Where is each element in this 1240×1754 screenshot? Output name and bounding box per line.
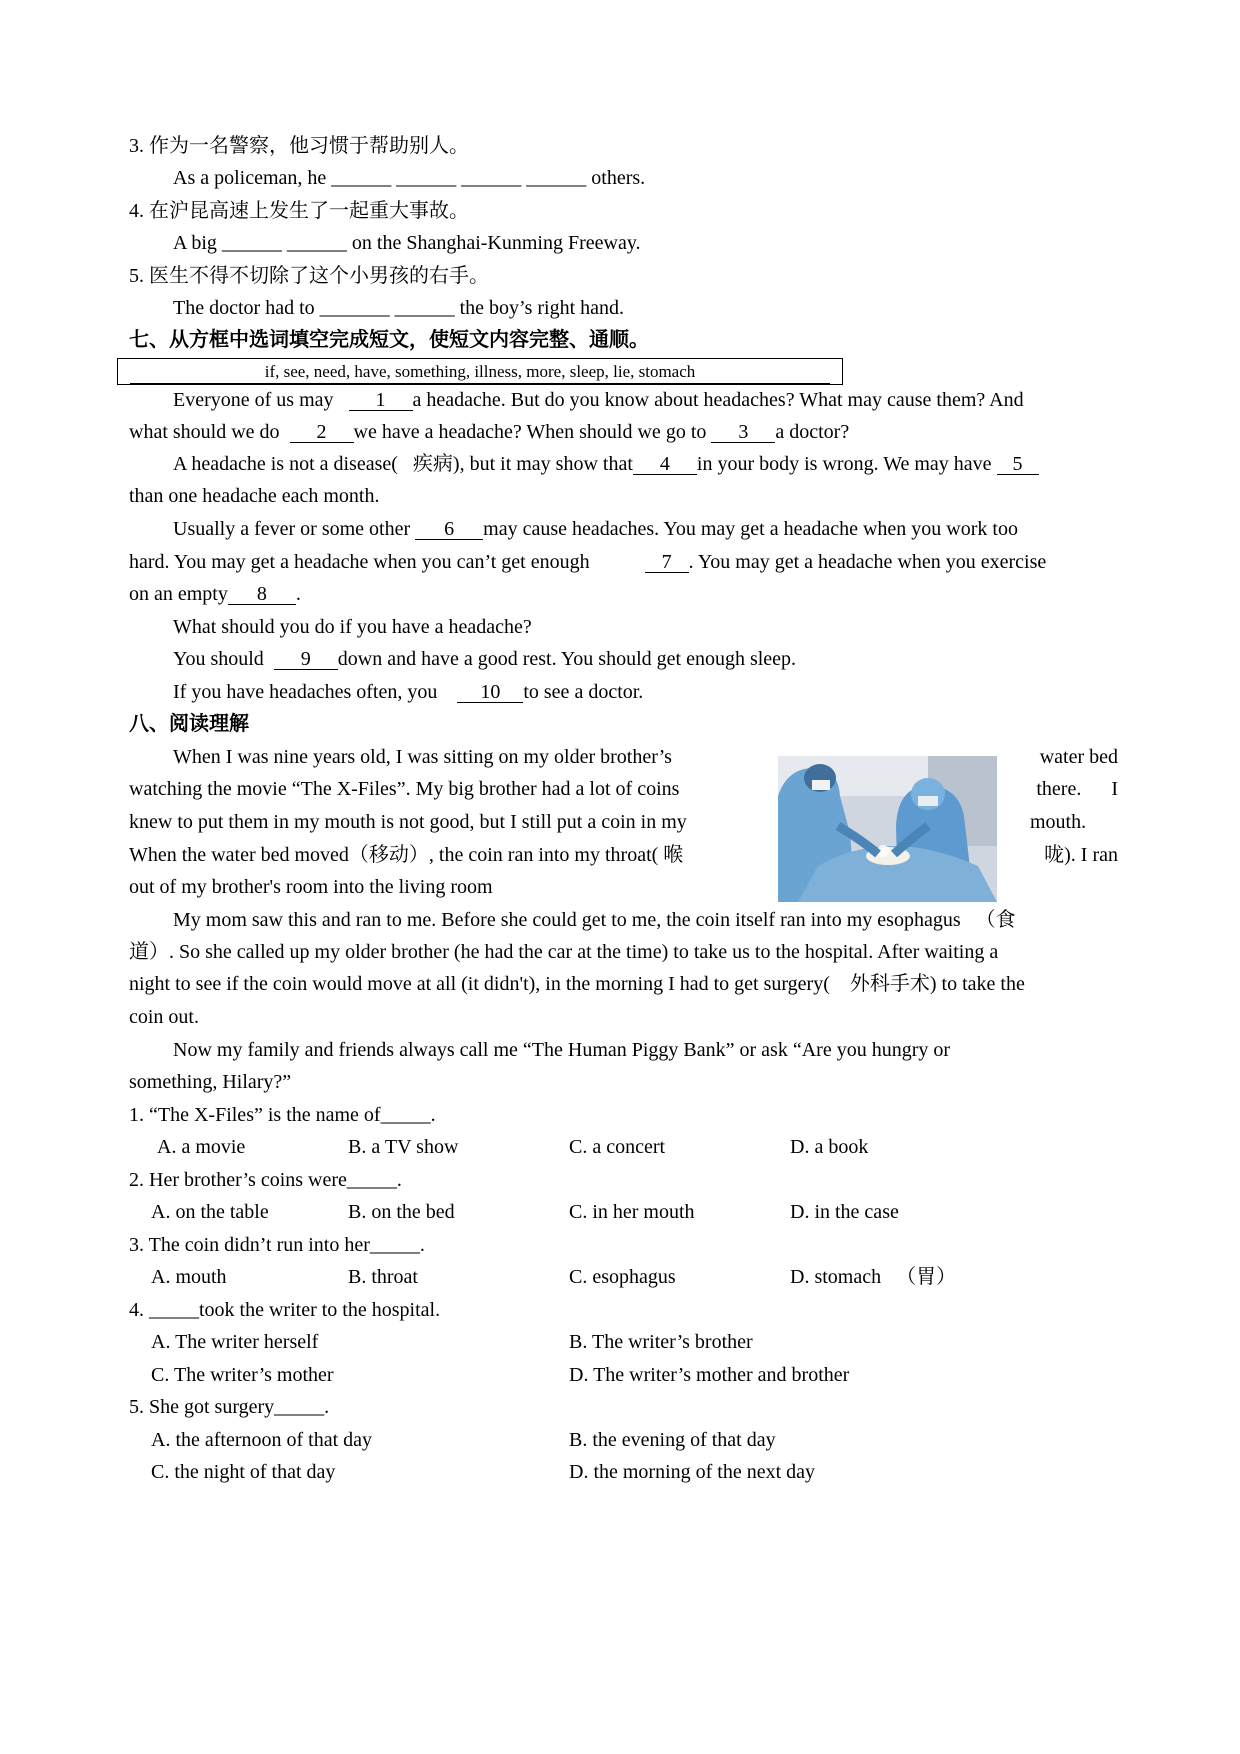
- q3-english: As a policeman, he ______ ______ ______ ______ others.: [173, 167, 646, 189]
- blank-2[interactable]: 2: [290, 422, 354, 443]
- q4-english: A big ______ ______ on the Shanghai-Kunming Freeway.: [173, 232, 641, 254]
- blank-8[interactable]: 8: [228, 584, 296, 605]
- s7-p3-line2: hard. You may get a headache when you can’t get enough 7 . You may get a headache when you exercise: [129, 551, 1047, 573]
- s7-p2-line1: A headache is not a disease( 疾病), but it may show that 4 in your body is wrong. We may have 5: [173, 450, 1039, 478]
- s7-p4: What should you do if you have a headache?: [173, 616, 532, 638]
- word-bank-text: if, see, need, have, something, illness, more, sleep, lie, stomach: [130, 359, 830, 384]
- s8-line3-left: knew to put them in my mouth is not good, but I still put a coin in my: [129, 811, 687, 833]
- q5-option-c[interactable]: C. the night of that day: [151, 1461, 336, 1483]
- q1-option-c[interactable]: C. a concert: [569, 1136, 666, 1158]
- s8-line2-right: there. I: [1036, 778, 1118, 800]
- s8-line2-left: watching the movie “The X-Files”. My big brother had a lot of coins: [129, 778, 680, 800]
- blank-7[interactable]: 7: [645, 552, 689, 573]
- q5-option-a[interactable]: A. the afternoon of that day: [151, 1429, 373, 1451]
- q3-option-b[interactable]: B. throat: [348, 1266, 418, 1288]
- blank-6[interactable]: 6: [415, 519, 483, 540]
- q3-option-c[interactable]: C. esophagus: [569, 1266, 676, 1288]
- q4-option-d[interactable]: D. The writer’s mother and brother: [569, 1364, 850, 1386]
- s8-line4-right: 咙). I ran: [1044, 844, 1118, 866]
- q3-chinese: 3. 作为一名警察，他习惯于帮助别人。: [129, 135, 469, 157]
- s8-para2-line4: coin out.: [129, 1006, 199, 1028]
- q2-option-a[interactable]: A. on the table: [151, 1201, 269, 1223]
- q5-option-b[interactable]: B. the evening of that day: [569, 1429, 776, 1451]
- blank-9[interactable]: 9: [274, 649, 338, 670]
- q2-option-b[interactable]: B. on the bed: [348, 1201, 455, 1223]
- question-1-stem: 1. “The X-Files” is the name of_____.: [129, 1104, 436, 1126]
- blank-3[interactable]: 3: [711, 422, 775, 443]
- q4-option-c[interactable]: C. The writer’s mother: [151, 1364, 334, 1386]
- s8-para3-line2: something, Hilary?”: [129, 1071, 292, 1093]
- surgeons-operating-photo: [778, 756, 997, 902]
- q5-option-d[interactable]: D. the morning of the next day: [569, 1461, 816, 1483]
- s8-line3-right: mouth.: [1030, 811, 1087, 833]
- blank-5[interactable]: 5: [997, 454, 1039, 475]
- q4-option-a[interactable]: A. The writer herself: [151, 1331, 319, 1353]
- section8-heading: 八、阅读理解: [129, 713, 249, 735]
- q2-option-d[interactable]: D. in the case: [790, 1201, 899, 1223]
- s7-p1-line1: Everyone of us may 1 a headache. But do you know about headaches? What may cause them? And: [173, 389, 1024, 411]
- q1-option-b[interactable]: B. a TV show: [348, 1136, 459, 1158]
- question-2-stem: 2. Her brother’s coins were_____.: [129, 1169, 402, 1191]
- s8-line4-left: When the water bed moved（移动）, the coin ran into my throat( 喉: [129, 844, 684, 866]
- q3-option-d[interactable]: D. stomach （胃）: [790, 1266, 957, 1288]
- s7-p2-line2: than one headache each month.: [129, 485, 380, 507]
- q5-english: The doctor had to _______ ______ the boy’s right hand.: [173, 297, 625, 319]
- q4-option-b[interactable]: B. The writer’s brother: [569, 1331, 753, 1353]
- q5-chinese: 5. 医生不得不切除了这个小男孩的右手。: [129, 265, 489, 287]
- blank-10[interactable]: 10: [457, 682, 523, 703]
- blank-1[interactable]: 1: [349, 390, 413, 411]
- question-4-stem: 4. _____took the writer to the hospital.: [129, 1299, 441, 1321]
- s7-p5: You should 9 down and have a good rest. You should get enough sleep.: [173, 648, 797, 670]
- q1-option-a[interactable]: A. a movie: [157, 1136, 246, 1158]
- q1-option-d[interactable]: D. a book: [790, 1136, 869, 1158]
- s8-line5: out of my brother's room into the living room: [129, 876, 493, 898]
- s8-para2-line1: My mom saw this and ran to me. Before she could get to me, the coin itself ran into my esophagus （食: [173, 909, 1016, 931]
- s7-p1-line2: what should we do 2 we have a headache? When should we go to 3 a doctor?: [129, 421, 850, 443]
- s8-para2-line2: 道）. So she called up my older brother (he had the car at the time) to take us to the hospital. After waiting a: [129, 941, 999, 963]
- s8-para2-line3: night to see if the coin would move at all (it didn't), in the morning I had to get surgery( 外科手术) to take the: [129, 973, 1025, 995]
- q3-option-a[interactable]: A. mouth: [151, 1266, 227, 1288]
- question-3-stem: 3. The coin didn’t run into her_____.: [129, 1234, 425, 1256]
- blank-4[interactable]: 4: [633, 454, 697, 475]
- s8-line1-right: water bed: [1039, 746, 1118, 768]
- word-bank-box: [117, 358, 843, 385]
- section7-heading: 七、从方框中选词填空完成短文，使短文内容完整、通顺。: [129, 329, 649, 351]
- s7-p3-line1: Usually a fever or some other 6 may cause headaches. You may get a headache when you work too: [173, 518, 1018, 540]
- question-5-stem: 5. She got surgery_____.: [129, 1396, 330, 1418]
- q2-option-c[interactable]: C. in her mouth: [569, 1201, 695, 1223]
- q4-chinese: 4. 在沪昆高速上发生了一起重大事故。: [129, 200, 469, 222]
- s7-p6: If you have headaches often, you 10 to see a doctor.: [173, 681, 644, 703]
- s8-line1-left: When I was nine years old, I was sitting on my older brother’s: [173, 746, 672, 768]
- s7-p3-line3: on an empty 8 .: [129, 583, 301, 605]
- s8-para3-line1: Now my family and friends always call me “The Human Piggy Bank” or ask “Are you hungry or: [173, 1039, 951, 1061]
